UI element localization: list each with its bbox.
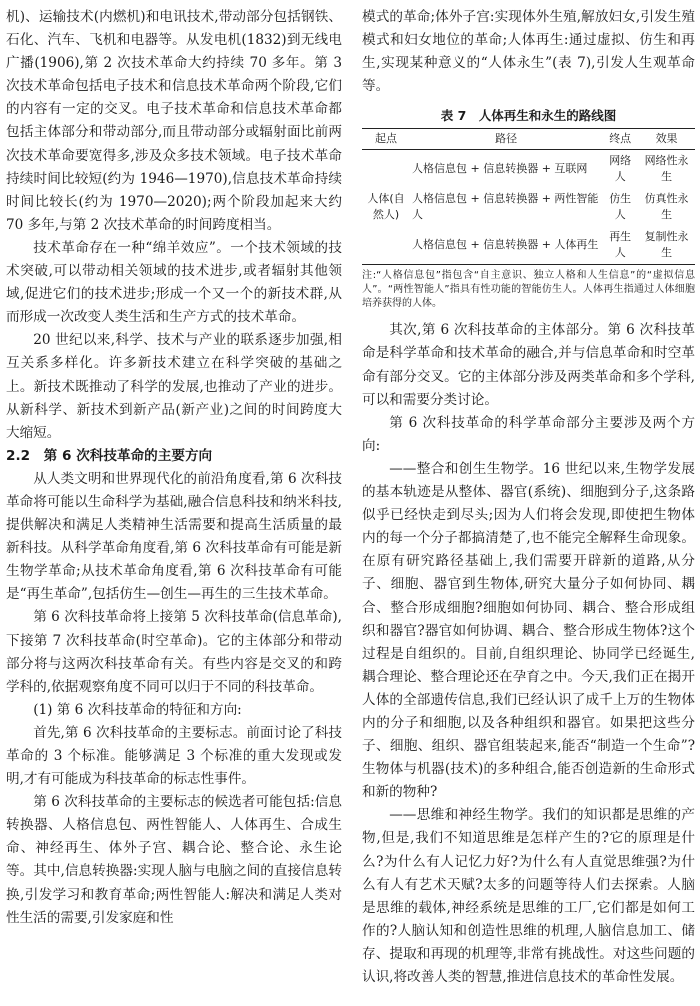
paragraph: 其次,第 6 次科技革命的主体部分。第 6 次科技革命是科学革命和技术革命的融合,并与信息革命和时空革命有部分交叉。它的主体部分涉及两类革命和多个学科,可以和需要分类讨论。 [362,322,695,408]
header-end: 终点 [602,129,638,150]
end-cell: 网络人 [609,154,632,184]
effect-cell: 仿真性永生 [644,192,689,222]
effect-cell: 复制性永生 [644,230,689,260]
header-start: 起点 [362,129,410,150]
paragraph: 20 世纪以来,科学、技术与产业的联系逐步加强,相互关系多样化。许多新技术建立在科学突破的基础之上。新技术既推动了科学的发展,也推动了产业的进步。从新科学、新技术到新产品(新产业)之间的时间跨度大大缩短。 [6,332,342,441]
header-path: 路径 [410,129,602,150]
table-title: 表 7 人体再生和永生的路线图 [440,108,617,124]
paragraph: 模式的革命;体外子宫:实现体外生殖,解放妇女,引发生殖模式和妇女地位的革命;人体再生:通过虚拟、仿生和再生,实现某种意义的“人体永生”(表 7),引发人生观革命等。 [362,9,695,95]
start-cell: 人体(自然人) [367,192,405,222]
effect-cell: 网络性永生 [644,154,689,184]
end-cell: 再生人 [609,230,632,260]
paragraph: 第 6 次科技革命的科学革命部分主要涉及两个方向: [362,414,695,454]
section-heading: 2.2 第 6 次科技革命的主要方向 [6,447,213,464]
table-7 [362,106,695,311]
path-cell: 人格信息包 + 信息转换器 + 互联网 [412,162,588,176]
table-note: 注:“人格信息包”指包含“自主意识、独立人格和人生信息”的“虚拟信息人”。“两性智能人”指具有性功能的智能仿生人。人体再生指通过人体细胞培养获得的人体。 [362,270,695,310]
paragraph: 第 6 次科技革命将上接第 5 次科技革命(信息革命),下接第 7 次科技革命(时空革命)。它的主体部分和带动部分将与这两次科技革命有关。有些内容是交叉的和跨学科的,依据观察角度不同可以归于不同的科技革命。 [6,609,342,695]
end-cell: 仿生人 [609,192,632,222]
roadmap-table [362,128,695,265]
table-header-row [362,129,695,150]
path-cell: 人格信息包 + 信息转换器 + 人体再生 [412,238,599,252]
path-cell: 人格信息包 + 信息转换器 + 两性智能人 [412,192,599,222]
paragraph: ——思维和神经生物学。我们的知识都是思维的产物,但是,我们不知道思维是怎样产生的?它的原理是什么?为什么有人记忆力好?为什么有人直觉思维强?为什么有人有艺术天赋?太多的问题等待人们去探索。人脑是思维的载体,神经系统是思维的工厂,它们都是如何工作的?人脑认知和创造性思维的机理,人脑信息加工、储存、提取和再现的机理等,非常有挑战性。对这些问题的认识,将改善人类的智慧,推进信息技术的革命性发展。 [362,807,695,985]
paragraph: 第 6 次科技革命的主要标志的候选者可能包括:信息转换器、人格信息包、两性智能人、人体再生、合成生命、神经再生、体外子宫、耦合论、整合论、永生论等。其中,信息转换器:实现人脑与电脑之间的直接信息转换,引发学习和教育革命;两性智能人:解决和满足人类对性生活的需要,引发家庭和性 [6,794,342,926]
table-row [362,188,695,226]
paragraph: 机)、运输技术(内燃机)和电讯技术,带动部分包括钢铁、石化、汽车、飞机和电器等。从发电机(1832)到无线电广播(1906),第 2 次技术革命大约持续 70 多年。第 3 次技术革命包括电子技术和信息技术革命两个阶段,它们的内容有一定的交叉。电子技术革命和信息技术革命都包括主体部分和带动部分,而且带动部分或辐射面比前两次技术革命要宽得多,涉及众多技术领域。电子技术革命持续时间比较短(约为 1946—1970),信息技术革命持续时间比较长(约为 1970—2020);两个阶段加起来大约 70 多年,与第 2 次技术革命的时间跨度相当。 [6,9,342,233]
table-row [362,226,695,265]
paragraph: (1) 第 6 次科技革命的特征和方向: [33,701,242,718]
right-column [362,6,695,989]
paragraph: 首先,第 6 次科技革命的主要标志。前面讨论了科技革命的 3 个标准。能够满足 3 个标准的重大发现或发明,才有可能成为科技革命的标志性事件。 [6,724,342,788]
table-row [362,150,695,189]
left-column [6,6,342,930]
header-effect: 效果 [638,129,695,150]
paragraph: ——整合和创生生物学。16 世纪以来,生物学发展的基本轨迹是从整体、器官(系统)、细胞到分子,这条路似乎已经快走到尽头;因为人们将会发现,即使把生物体内的每一个分子都搞清楚了,也不能完全解释生命现象。在原有研究路径基础上,我们需要开辟新的道路,从分子、细胞、器官到生物体,研究大量分子如何协同、耦合、整合形成细胞?细胞如何协同、耦合、整合形成组织和器官?器官如何协调、耦合、整合形成生物体?这个过程是自组织的。目前,自组织理论、协同学已经诞生,耦合理论、整合理论还在孕育之中。今天,我们正在揭开人体的全部遗传信息,我们已经认识了成千上万的生物体内的分子和细胞,以及各种组织和器官。如果把这些分子、细胞、组织、器官组装起来,能否“制造一个生命”?生物体与机器(技术)的多种组合,能否创造新的生命形式和新的物种? [362,460,695,801]
paragraph: 技术革命存在一种“绵羊效应”。一个技术领域的技术突破,可以带动相关领域的技术进步,或者辐射其他领域,促进它们的技术进步;形成一个又一个的新技术群,从而形成一次改变人类生活和生产方式的技术革命。 [6,239,342,326]
paragraph: 从人类文明和世界现代化的前沿角度看,第 6 次科技革命将可能以生命科学为基础,融合信息科技和纳米科技,提供解决和满足人类精神生活需要和提高生活质量的最新科技。从科学革命角度看,第 6 次科技革命有可能是新生物学革命;从技术革命角度看,第 6 次科技革命有可能是“再生革命”,包括仿生—创生—再生的三生技术革命。 [6,470,342,603]
